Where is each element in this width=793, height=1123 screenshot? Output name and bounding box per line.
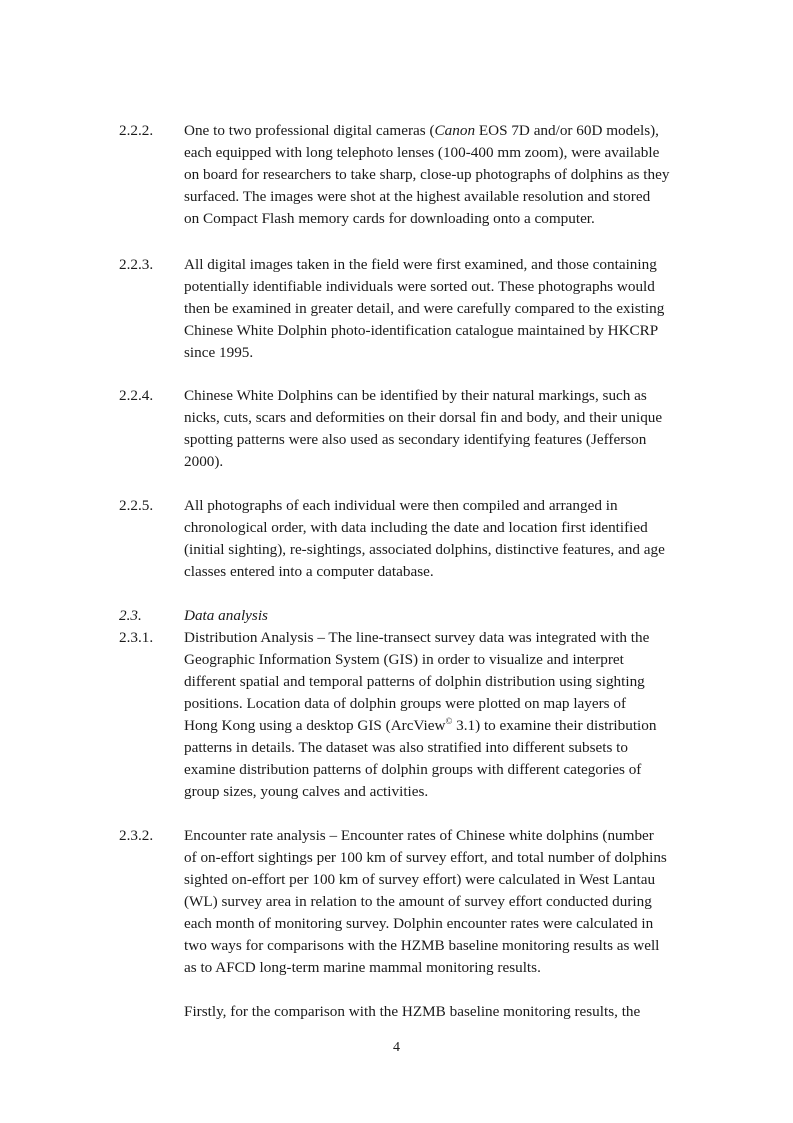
page-number: 4 — [393, 1040, 400, 1055]
text-run: EOS 7D and/or 60D models), — [475, 122, 659, 139]
paragraph-line: each month of monitoring survey. Dolphin encounter rates were calculated in — [184, 915, 654, 932]
paragraph-line: two ways for comparisons with the HZMB baseline monitoring results as well — [184, 937, 660, 954]
paragraph-line: Geographic Information System (GIS) in order to visualize and interpret — [184, 651, 624, 668]
paragraph-line: All digital images taken in the field were first examined, and those containing — [184, 256, 657, 273]
paragraph-line: examine distribution patterns of dolphin groups with different categories of — [184, 761, 642, 778]
paragraph-line: potentially identifiable individuals were sorted out. These photographs would — [184, 278, 655, 295]
text-run: 3.1) to examine their distribution — [452, 717, 657, 734]
section-number-2-2-2: 2.2.2. — [119, 122, 154, 139]
paragraph-line: All photographs of each individual were then compiled and arranged in — [184, 497, 618, 514]
paragraph-line: then be examined in greater detail, and were carefully compared to the existing — [184, 300, 665, 317]
paragraph-line: classes entered into a computer database. — [184, 563, 434, 580]
paragraph-line — [184, 122, 659, 140]
section-number-2-2-3: 2.2.3. — [119, 256, 154, 273]
paragraph-line: Encounter rate analysis – Encounter rates of Chinese white dolphins (number — [184, 827, 654, 844]
paragraph-line: group sizes, young calves and activities. — [184, 783, 429, 800]
paragraph-line: (WL) survey area in relation to the amount of survey effort conducted during — [184, 893, 652, 910]
paragraph-line: different spatial and temporal patterns of dolphin distribution using sighting — [184, 673, 645, 690]
section-number-2-3-1: 2.3.1. — [119, 629, 154, 646]
paragraph-line: (initial sighting), re-sightings, associated dolphins, distinctive features, and age — [184, 541, 665, 558]
text-run: One to two professional digital cameras ( — [184, 122, 435, 139]
paragraph-line: of on-effort sightings per 100 km of survey effort, and total number of dolphins — [184, 849, 667, 866]
paragraph-line: surfaced. The images were shot at the highest available resolution and stored — [184, 188, 651, 205]
paragraph-line: on Compact Flash memory cards for downloading onto a computer. — [184, 210, 595, 227]
paragraph-line: Chinese White Dolphin photo-identification catalogue maintained by HKCRP — [184, 322, 659, 339]
paragraph-line: spotting patterns were also used as secondary identifying features (Jefferson — [184, 431, 647, 448]
paragraph-line: on board for researchers to take sharp, close-up photographs of dolphins as they — [184, 166, 670, 183]
paragraph-line: chronological order, with data including the date and location first identified — [184, 519, 648, 536]
paragraph-line: Distribution Analysis – The line-transect survey data was integrated with the — [184, 629, 650, 646]
italic-text-run: Canon — [434, 122, 476, 139]
section-number-2-3-2: 2.3.2. — [119, 827, 154, 844]
copyright-superscript: © — [445, 716, 453, 726]
paragraph-line: patterns in details. The dataset was also stratified into different subsets to — [184, 739, 628, 756]
paragraph-line: since 1995. — [184, 344, 254, 361]
section-heading: Data analysis — [184, 607, 268, 624]
section-number-2-3: 2.3. — [119, 607, 142, 624]
paragraph-line: Chinese White Dolphins can be identified by their natural markings, such as — [184, 387, 647, 404]
paragraph-line: Firstly, for the comparison with the HZMB baseline monitoring results, the — [184, 1003, 641, 1020]
section-number-2-2-4: 2.2.4. — [119, 387, 154, 404]
paragraph-line: positions. Location data of dolphin groups were plotted on map layers of — [184, 695, 627, 712]
text-run: Hong Kong using a desktop GIS (ArcView — [184, 717, 446, 734]
section-number-2-2-5: 2.2.5. — [119, 497, 154, 514]
paragraph-line: sighted on-effort per 100 km of survey effort) were calculated in West Lantau — [184, 871, 656, 888]
paragraph-line: 2000). — [184, 453, 224, 470]
paragraph-line: as to AFCD long-term marine mammal monitoring results. — [184, 959, 541, 976]
paragraph-line: nicks, cuts, scars and deformities on their dorsal fin and body, and their unique — [184, 409, 663, 426]
paragraph-line — [184, 717, 656, 735]
paragraph-line: each equipped with long telephoto lenses (100-400 mm zoom), were available — [184, 144, 660, 161]
